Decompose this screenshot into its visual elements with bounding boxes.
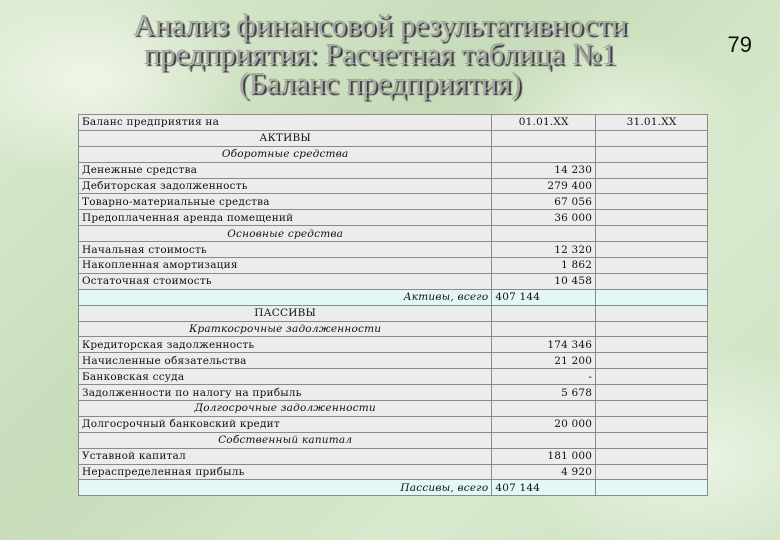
table-row: [79, 162, 708, 178]
total-row: [79, 289, 708, 305]
row-value: 10 458: [492, 273, 596, 289]
table-header-row: [79, 115, 708, 131]
row-value: 181 000: [492, 448, 596, 464]
row-label: Долгосрочные задолженности: [79, 401, 492, 417]
table-row: [79, 385, 708, 401]
row-value-2: [596, 353, 708, 369]
row-label: ПАССИВЫ: [79, 305, 492, 321]
row-value: [492, 401, 596, 417]
row-label: Активы, всего: [79, 289, 492, 305]
header-date-1: 01.01.XX: [492, 115, 596, 131]
row-value: 36 000: [492, 210, 596, 226]
row-value-2: [596, 242, 708, 258]
section-row: [79, 130, 708, 146]
row-label: Нераспределенная прибыль: [79, 464, 492, 480]
row-value-2: [596, 385, 708, 401]
balance-table: [78, 114, 708, 496]
section-row: [79, 305, 708, 321]
table-row: [79, 369, 708, 385]
row-label: Денежные средства: [79, 162, 492, 178]
row-value-2: [596, 337, 708, 353]
row-label: Начальная стоимость: [79, 242, 492, 258]
row-value-2: [596, 305, 708, 321]
table-row: [79, 353, 708, 369]
row-value: 5 678: [492, 385, 596, 401]
row-label: Товарно-материальные средства: [79, 194, 492, 210]
row-value-2: [596, 401, 708, 417]
table-row: [79, 464, 708, 480]
subsection-row: [79, 146, 708, 162]
row-label: Основные средства: [79, 226, 492, 242]
title-line-1: Анализ финансовой результативности: [132, 7, 628, 42]
table-row: [79, 273, 708, 289]
row-value-2: [596, 146, 708, 162]
row-value-2: [596, 289, 708, 305]
title-line-2: предприятия: Расчетная таблица №1: [143, 36, 617, 71]
row-label: Дебиторская задолженность: [79, 178, 492, 194]
row-value-2: [596, 258, 708, 274]
table-row: [79, 178, 708, 194]
header-label: Баланс предприятия на: [79, 115, 492, 131]
row-label: Предоплаченная аренда помещений: [79, 210, 492, 226]
row-value: 1 862: [492, 258, 596, 274]
table-row: [79, 242, 708, 258]
row-label: Уставной капитал: [79, 448, 492, 464]
row-value-2: [596, 369, 708, 385]
row-label: Накопленная амортизация: [79, 258, 492, 274]
row-value: 279 400: [492, 178, 596, 194]
row-value: 407 144: [492, 480, 596, 496]
row-label: Банковская ссуда: [79, 369, 492, 385]
row-value: [492, 321, 596, 337]
row-value: 67 056: [492, 194, 596, 210]
row-value: 407 144: [492, 289, 596, 305]
row-value-2: [596, 130, 708, 146]
row-value-2: [596, 162, 708, 178]
row-value: 14 230: [492, 162, 596, 178]
table-row: [79, 337, 708, 353]
row-label: Пассивы, всего: [79, 480, 492, 496]
table-row: [79, 194, 708, 210]
row-value: -: [492, 369, 596, 385]
row-value-2: [596, 448, 708, 464]
title-line-3: (Баланс предприятия): [238, 65, 522, 100]
row-value: 4 920: [492, 464, 596, 480]
row-value-2: [596, 210, 708, 226]
total-row: [79, 480, 708, 496]
row-value: 20 000: [492, 416, 596, 432]
row-label: Кредиторская задолженность: [79, 337, 492, 353]
row-value-2: [596, 226, 708, 242]
table-row: [79, 416, 708, 432]
subsection-row: [79, 401, 708, 417]
table-row: [79, 448, 708, 464]
row-value: 21 200: [492, 353, 596, 369]
subsection-row: [79, 321, 708, 337]
row-value: [492, 130, 596, 146]
row-value-2: [596, 194, 708, 210]
row-label: Начисленные обязательства: [79, 353, 492, 369]
row-value-2: [596, 273, 708, 289]
row-value: 174 346: [492, 337, 596, 353]
row-value-2: [596, 480, 708, 496]
subsection-row: [79, 226, 708, 242]
row-value: [492, 226, 596, 242]
row-label: АКТИВЫ: [79, 130, 492, 146]
header-date-2: 31.01.XX: [596, 115, 708, 131]
row-value-2: [596, 464, 708, 480]
slide-number: 79: [727, 32, 752, 57]
row-value: 12 320: [492, 242, 596, 258]
row-value: [492, 432, 596, 448]
row-label: Оборотные средства: [79, 146, 492, 162]
row-value-2: [596, 416, 708, 432]
table-row: [79, 258, 708, 274]
row-label: Остаточная стоимость: [79, 273, 492, 289]
row-label: Долгосрочный банковский кредит: [79, 416, 492, 432]
slide-title: [60, 7, 700, 100]
row-label: Собственный капитал: [79, 432, 492, 448]
row-value-2: [596, 178, 708, 194]
subsection-row: [79, 432, 708, 448]
table-row: [79, 210, 708, 226]
row-label: Задолженности по налогу на прибыль: [79, 385, 492, 401]
row-value: [492, 305, 596, 321]
row-value-2: [596, 321, 708, 337]
row-value-2: [596, 432, 708, 448]
row-value: [492, 146, 596, 162]
row-label: Краткосрочные задолженности: [79, 321, 492, 337]
